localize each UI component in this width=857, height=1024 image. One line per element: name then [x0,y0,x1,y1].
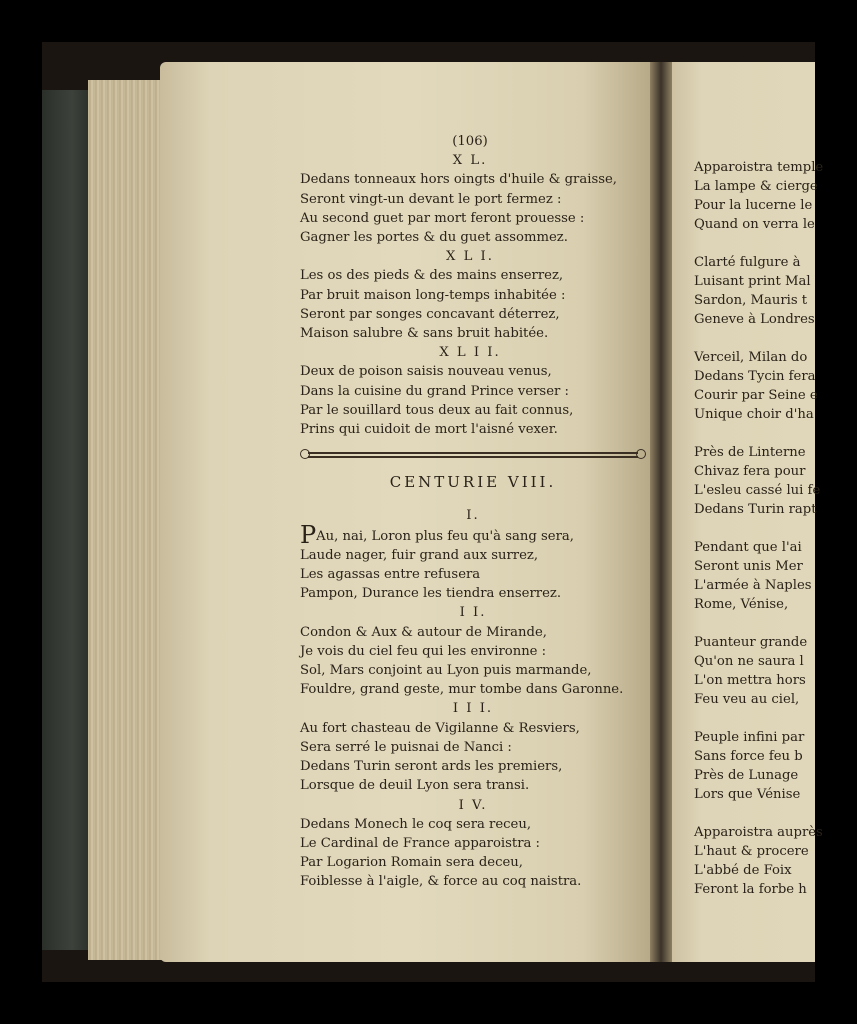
verse-line: Sol, Mars conjoint au Lyon puis marmande, [300,663,592,679]
verse-line: Dedans Tycin fera [694,369,816,384]
verse-line: L'esleu cassé lui fe [694,483,821,498]
verse-line: Feu veu au ciel, [694,692,800,707]
verse-line: L'haut & procere [694,844,809,859]
verse-line: Sardon, Mauris t [694,293,808,308]
verse-line: Dedans Turin seront ards les premiers, [300,759,563,775]
verse-line: Par Logarion Romain sera deceu, [300,855,523,871]
verse-line: Dedans Turin rapt [694,502,817,517]
verse-line: Rome, Vénise, [694,597,789,612]
verse-line: La lampe & cierge [694,179,818,194]
verse-line: Lors que Vénise [694,787,801,802]
verse-line: Je vois du ciel feu qui les environne : [300,643,547,659]
verse-line: Maison salubre & sans bruit habitée. [300,326,549,342]
verse-line: Fouldre, grand geste, mur tombe dans Garonne. [300,682,624,698]
verse-line: Dedans Monech le coq sera receu, [300,816,532,832]
verse-line: Prins qui cuidoit de mort l'aisné vexer. [300,422,558,438]
verse-line: L'abbé de Foix [694,863,792,878]
ornamental-rule [300,449,646,459]
quatrain-heading: X L I I. [439,345,501,361]
right-page-text [694,158,834,899]
verse-line: Seront vingt-un devant le port fermez : [300,191,562,207]
verse-line: Près de Linterne [694,445,806,460]
verse-line: Pour la lucerne le [694,198,813,213]
verse-line: Laude nager, fuir grand aux surrez, [300,547,539,563]
quatrain-heading: I. [466,508,480,524]
verse-line-text: Au, nai, Loron plus feu qu'à sang sera, [316,528,574,544]
verse-line: Luisant print Mal [694,274,811,289]
verse-line: Apparoistra temple [694,160,824,175]
book-gutter [650,62,672,962]
verse-line: Quand on verra le [694,217,815,232]
left-page-text [300,132,650,892]
verse-line: Apparoistra auprès [694,825,823,840]
verse-line [300,520,650,549]
verse-line: Chivaz fera pour [694,464,806,479]
verse-line: Les agassas entre refusera [300,567,481,583]
verse-line: Verceil, Milan do [694,350,808,365]
verse-line: Condon & Aux & autour de Mirande, [300,624,547,640]
book-binding [42,90,92,950]
verse-line: Peuple infini par [694,730,805,745]
verse-line: L'on mettra hors [694,673,806,688]
verse-line: Dans la cuisine du grand Prince verser : [300,383,569,399]
verse-line: Clarté fulgure à [694,255,801,270]
verse-line: Par bruit maison long-temps inhabitée : [300,287,566,303]
verse-line: Geneve à Londres [694,312,815,327]
quatrain-heading: I V. [458,797,488,813]
page-number: (106) [452,134,488,149]
verse-line: Courir par Seine e [694,388,818,403]
verse-line: Lorsque de deuil Lyon sera transi. [300,778,530,794]
verse-line: Dedans tonneaux hors oingts d'huile & graisse, [300,172,617,188]
verse-line: Au second guet par mort feront prouesse : [300,210,585,226]
verse-line: Sans force feu b [694,749,803,764]
verse-line: Deux de poison saisis nouveau venus, [300,364,552,380]
verse-line: Sera serré le puisnai de Nanci : [300,739,512,755]
verse-line: Puanteur grande [694,635,808,650]
verse-line: Feront la forbe h [694,882,807,897]
verse-line: Par le souillard tous deux au fait connus, [300,402,574,418]
verse-line: Le Cardinal de France apparoistra : [300,835,541,851]
quatrain-heading: X L I. [446,249,494,265]
verse-line: Pampon, Durance les tiendra enserrez. [300,586,562,602]
quatrain-heading: X L. [452,153,488,169]
verse-line: L'armée à Naples [694,578,812,593]
verse-line: Foiblesse à l'aigle, & force au coq naistra. [300,874,582,890]
quatrain-heading: I I. [459,605,487,621]
verse-line: Gagner les portes & du guet assommez. [300,230,568,246]
verse-line: Seront par songes concavant déterrez, [300,306,560,322]
verse-line: Près de Lunage [694,768,799,783]
verse-line: Unique choir d'ha [694,407,814,422]
verse-line: Pendant que l'ai [694,540,802,555]
verse-line: Au fort chasteau de Vigilanne & Resviers, [300,720,580,736]
drop-cap: P [300,520,317,549]
century-title: CENTURIE VIII. [389,473,557,492]
verse-line: Seront unis Mer [694,559,803,574]
verse-line: Qu'on ne saura l [694,654,804,669]
quatrain-heading: I I I. [452,701,494,717]
verse-line: Les os des pieds & des mains enserrez, [300,268,564,284]
